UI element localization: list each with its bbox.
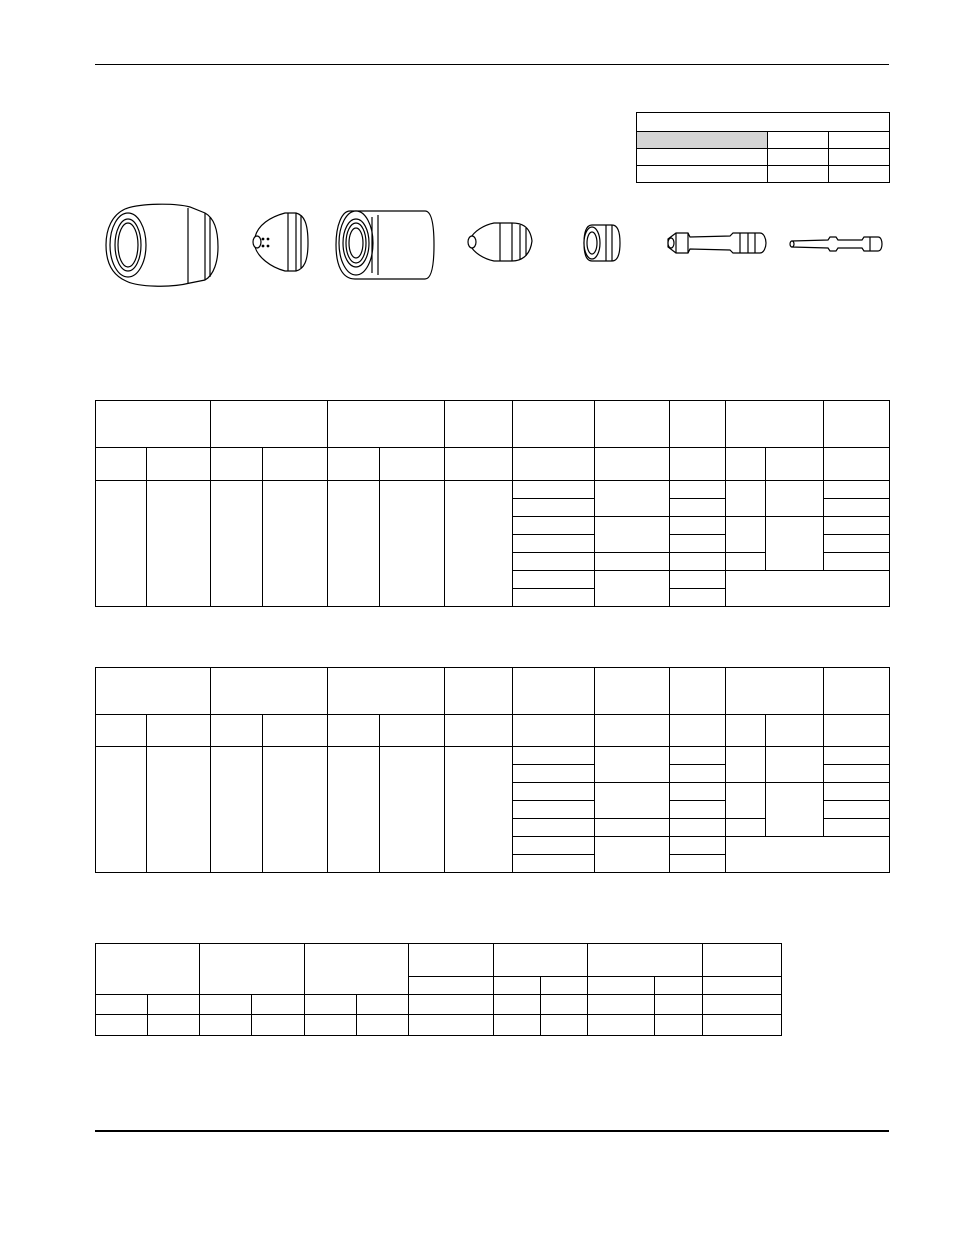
table-cell [409, 1015, 494, 1036]
table-cell [670, 747, 726, 765]
summary-table [636, 112, 890, 183]
table-subheader-cell [703, 977, 782, 995]
table-cell [595, 747, 670, 783]
table-cell [380, 481, 445, 607]
table-cell [824, 517, 890, 535]
water-tube-icon [790, 237, 882, 251]
table-cell [726, 553, 766, 571]
table-cell [305, 995, 357, 1015]
table-cell [766, 747, 824, 783]
table-cell [726, 481, 766, 517]
table-subheader-cell [211, 448, 263, 481]
nozzle-retaining-cap-icon [253, 213, 308, 271]
summary-table-header-cell [637, 132, 768, 149]
table-cell [148, 1015, 200, 1036]
table-cell [766, 783, 824, 837]
table-subheader-cell [445, 448, 513, 481]
summary-table-cell [768, 132, 829, 149]
table-cell [655, 995, 703, 1015]
table-header-cell [445, 401, 513, 448]
table-cell [595, 819, 670, 837]
table-cell [726, 517, 766, 553]
table-cell [380, 747, 445, 873]
table-cell [670, 553, 726, 571]
table-subheader-cell [445, 715, 513, 747]
table-cell [726, 783, 766, 819]
table-header-cell [494, 944, 588, 977]
summary-table-cell [829, 166, 890, 183]
consumable-parts-illustration [0, 195, 954, 295]
table-cell [595, 837, 670, 873]
table-cell [595, 783, 670, 819]
table-cell [670, 801, 726, 819]
table-cell [513, 801, 595, 819]
table-cell [824, 783, 890, 801]
table-subheader-cell [670, 448, 726, 481]
table-cell [147, 481, 211, 607]
table-cell [726, 747, 766, 783]
table-header-cell [211, 668, 328, 715]
table-subheader-cell [726, 448, 766, 481]
table-cell [670, 765, 726, 783]
table-cell [824, 765, 890, 783]
table-cell [726, 837, 890, 873]
footer-rule [95, 1130, 889, 1132]
table-cell [513, 553, 595, 571]
summary-table-cell [637, 149, 768, 166]
table-subheader-cell [588, 977, 655, 995]
table-subheader-cell [263, 715, 328, 747]
table-subheader-cell [541, 977, 588, 995]
table-cell [595, 571, 670, 607]
table-cell [252, 1015, 305, 1036]
table-cell [513, 589, 595, 607]
summary-table-title-cell [637, 113, 890, 132]
table-header-cell [595, 401, 670, 448]
table-header-cell [824, 668, 890, 715]
table-cell [670, 517, 726, 535]
table-cell [670, 571, 726, 589]
table-subheader-cell [380, 448, 445, 481]
table-cell [541, 995, 588, 1015]
summary-table-cell [768, 149, 829, 166]
table-cell [824, 801, 890, 819]
table-cell [513, 517, 595, 535]
table-header-cell [409, 944, 494, 977]
table-header-cell [670, 401, 726, 448]
table-cell [670, 783, 726, 801]
table-cell [670, 837, 726, 855]
table-cell [595, 517, 670, 553]
summary-table-cell [637, 166, 768, 183]
table-subheader-cell [824, 715, 890, 747]
table-cell [766, 517, 824, 571]
table-cell [824, 481, 890, 499]
table-cell [824, 747, 890, 765]
table-header-cell [96, 401, 211, 448]
table-cell [200, 995, 252, 1015]
table-cell [494, 995, 541, 1015]
table-cell [595, 481, 670, 517]
retaining-cap-icon [336, 211, 434, 279]
table-cell [328, 481, 380, 607]
table-cell [595, 553, 670, 571]
table-cell [513, 481, 595, 499]
table-cell [96, 481, 147, 607]
table-cell [96, 1015, 148, 1036]
table-header-cell [595, 668, 670, 715]
table-header-cell [96, 668, 211, 715]
table-subheader-cell [513, 715, 595, 747]
table-cell [357, 1015, 409, 1036]
process-table-2 [95, 667, 890, 873]
table-cell [513, 837, 595, 855]
table-header-cell [211, 401, 328, 448]
table-cell [670, 481, 726, 499]
table-cell [513, 765, 595, 783]
table-subheader-cell [824, 448, 890, 481]
table-cell [670, 589, 726, 607]
table-cell [211, 481, 263, 607]
table-cell [670, 855, 726, 873]
table-subheader-cell [670, 715, 726, 747]
table-cell [703, 995, 782, 1015]
table-subheader-cell [655, 977, 703, 995]
table-subheader-cell [96, 448, 147, 481]
table-subheader-cell [595, 715, 670, 747]
table-header-cell [513, 401, 595, 448]
table-subheader-cell [147, 715, 211, 747]
table-cell [200, 1015, 252, 1036]
table-header-cell [328, 668, 445, 715]
table-cell [494, 1015, 541, 1036]
table-subheader-cell [96, 715, 147, 747]
table-cell [263, 481, 328, 607]
table-subheader-cell [263, 448, 328, 481]
table-subheader-cell [726, 715, 766, 747]
table-cell [513, 819, 595, 837]
table-cell [655, 1015, 703, 1036]
table-header-cell [670, 668, 726, 715]
table-cell [305, 1015, 357, 1036]
table-header-cell [703, 944, 782, 977]
table-cell [766, 481, 824, 517]
table-subheader-cell [328, 448, 380, 481]
table-cell [541, 1015, 588, 1036]
table-cell [588, 995, 655, 1015]
table-cell [513, 783, 595, 801]
table-cell [513, 535, 595, 553]
table-header-cell [726, 668, 824, 715]
process-table-1 [95, 400, 890, 607]
header-rule [95, 64, 889, 65]
table-cell [824, 535, 890, 553]
table-cell [513, 571, 595, 589]
table-cell [148, 995, 200, 1015]
table-subheader-cell [328, 715, 380, 747]
table-header-cell [513, 668, 595, 715]
table-header-cell [726, 401, 824, 448]
table-cell [513, 747, 595, 765]
table-cell [670, 499, 726, 517]
table-cell [824, 499, 890, 517]
table-cell [726, 571, 890, 607]
summary-table-cell [829, 149, 890, 166]
table-cell [147, 747, 211, 873]
table-cell [409, 995, 494, 1015]
table-header-cell [445, 668, 513, 715]
table-subheader-cell [766, 715, 824, 747]
table-header-cell [96, 944, 200, 995]
table-cell [445, 481, 513, 607]
table-cell [513, 855, 595, 873]
table-cell [96, 995, 148, 1015]
table-cell [445, 747, 513, 873]
table-cell [726, 819, 766, 837]
table-subheader-cell [595, 448, 670, 481]
summary-table-cell [768, 166, 829, 183]
table-header-cell [305, 944, 409, 995]
table-cell [357, 995, 409, 1015]
electrode-icon [668, 233, 766, 253]
table-header-cell [824, 401, 890, 448]
table-header-cell [200, 944, 305, 995]
summary-table-cell [829, 132, 890, 149]
table-subheader-cell [766, 448, 824, 481]
table-subheader-cell [494, 977, 541, 995]
table-cell [670, 535, 726, 553]
table-cell [513, 499, 595, 517]
table-header-cell [588, 944, 703, 977]
shield-icon [106, 204, 218, 286]
table-subheader-cell [211, 715, 263, 747]
table-cell [824, 553, 890, 571]
table-subheader-cell [513, 448, 595, 481]
table-subheader-cell [409, 977, 494, 995]
table-cell [588, 1015, 655, 1036]
part-number-table [95, 943, 782, 1036]
table-cell [252, 995, 305, 1015]
table-cell [670, 819, 726, 837]
table-cell [328, 747, 380, 873]
table-cell [96, 747, 147, 873]
table-cell [263, 747, 328, 873]
table-cell [824, 819, 890, 837]
table-cell [211, 747, 263, 873]
table-cell [703, 1015, 782, 1036]
table-subheader-cell [380, 715, 445, 747]
swirl-ring-icon [584, 225, 620, 261]
nozzle-icon [468, 223, 532, 261]
table-subheader-cell [147, 448, 211, 481]
table-header-cell [328, 401, 445, 448]
